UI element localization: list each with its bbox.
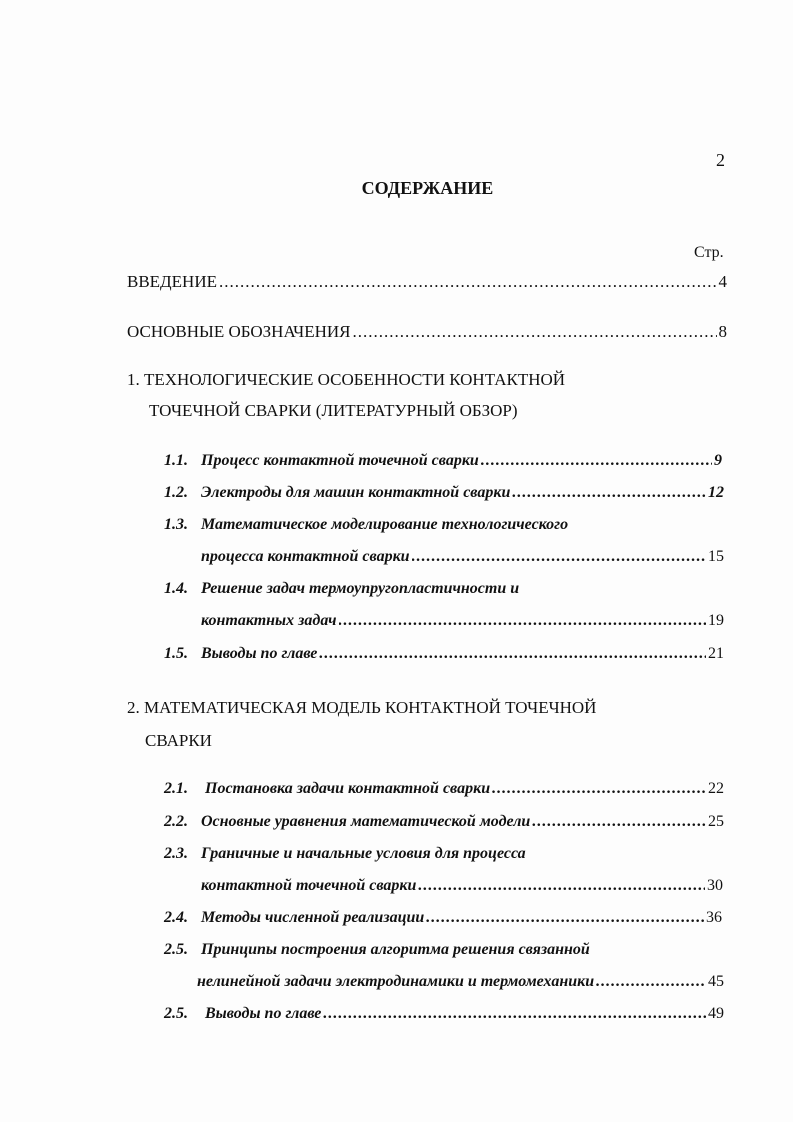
toc-entry-text: Выводы по главе bbox=[201, 645, 318, 662]
toc-entry-text: Принципы построения алгоритма решения связанной bbox=[201, 941, 590, 958]
toc-entry-page: 19 bbox=[708, 612, 724, 629]
leader-dots bbox=[492, 780, 706, 798]
toc-entry-page: 49 bbox=[708, 1005, 724, 1022]
toc-entry-page: 25 bbox=[708, 813, 724, 830]
toc-entry-number: 1.2. bbox=[164, 484, 188, 501]
toc-entry-number: 2.3. bbox=[164, 845, 188, 862]
toc-entry-page: 36 bbox=[706, 909, 722, 926]
toc-entry-text-cont: контактной точечной сварки bbox=[201, 877, 417, 894]
toc-entry-text: Решение задач термоупругопластичности и bbox=[201, 580, 520, 597]
toc-entry-page: 4 bbox=[718, 272, 727, 291]
leader-dots bbox=[412, 548, 706, 566]
toc-entry-1-3-line2 bbox=[201, 548, 724, 566]
toc-entry-text: Выводы по главе bbox=[205, 1005, 322, 1022]
toc-entry-notation bbox=[127, 322, 727, 342]
leader-dots bbox=[352, 322, 716, 342]
toc-entry-text: Основные уравнения математической модели bbox=[201, 813, 531, 830]
toc-entry-1-1 bbox=[164, 452, 722, 470]
page-title: СОДЕРЖАНИЕ bbox=[361, 178, 494, 198]
toc-entry-2-5a-line1 bbox=[164, 941, 590, 959]
leader-dots bbox=[596, 973, 706, 991]
chapter-2-heading-line1: 2. МАТЕМАТИЧЕСКАЯ МОДЕЛЬ КОНТАКТНОЙ ТОЧЕЧНОЙ bbox=[127, 698, 597, 717]
toc-entry-text: Математическое моделирование технологического bbox=[201, 516, 569, 533]
toc-entry-2-5a-line2 bbox=[197, 973, 724, 991]
toc-entry-1-4-line2 bbox=[201, 612, 724, 630]
toc-entry-page: 8 bbox=[718, 322, 727, 341]
toc-entry-text-cont: процесса контактной сварки bbox=[201, 548, 410, 565]
toc-entry-1-3-line1 bbox=[164, 516, 568, 534]
toc-entry-text-cont: нелинейной задачи электродинамики и термомеханики bbox=[197, 973, 595, 990]
toc-entry-intro bbox=[127, 272, 727, 292]
leader-dots bbox=[481, 452, 712, 470]
toc-entry-2-3-line1 bbox=[164, 845, 526, 863]
toc-entry-number: 1.3. bbox=[164, 516, 188, 533]
leader-dots bbox=[339, 612, 706, 630]
toc-entry-number: 2.1. bbox=[164, 780, 188, 797]
toc-entry-text: Граничные и начальные условия для процесса bbox=[201, 845, 526, 862]
toc-entry-number: 2.4. bbox=[164, 909, 188, 926]
leader-dots bbox=[418, 877, 705, 895]
chapter-1-heading-line1: 1. ТЕХНОЛОГИЧЕСКИЕ ОСОБЕННОСТИ КОНТАКТНОЙ bbox=[127, 370, 566, 389]
toc-entry-number: 2.2. bbox=[164, 813, 188, 830]
page-column-label: Стр. bbox=[694, 244, 724, 261]
leader-dots bbox=[323, 1005, 706, 1023]
toc-entry-page: 45 bbox=[708, 973, 724, 990]
toc-entry-1-2 bbox=[164, 484, 724, 502]
toc-entry-1-4-line1 bbox=[164, 580, 519, 598]
toc-entry-number: 2.5. bbox=[164, 1005, 188, 1022]
toc-entry-page: 9 bbox=[714, 452, 722, 469]
toc-entry-2-4 bbox=[164, 909, 722, 927]
toc-entry-page: 12 bbox=[708, 484, 724, 501]
toc-entry-text: Методы численной реализации bbox=[201, 909, 425, 926]
leader-dots bbox=[426, 909, 704, 927]
toc-entry-number: 1.1. bbox=[164, 452, 188, 469]
toc-entry-text-cont: контактных задач bbox=[201, 612, 337, 629]
toc-entry-2-1 bbox=[164, 780, 724, 798]
toc-entry-2-5b bbox=[164, 1005, 724, 1023]
toc-entry-text: Постановка задачи контактной сварки bbox=[205, 780, 491, 797]
toc-entry-number: 2.5. bbox=[164, 941, 188, 958]
toc-entry-2-3-line2 bbox=[201, 877, 723, 895]
leader-dots bbox=[219, 272, 717, 292]
toc-entry-2-2 bbox=[164, 813, 724, 831]
leader-dots bbox=[512, 484, 706, 502]
toc-entry-number: 1.4. bbox=[164, 580, 188, 597]
page-number: 2 bbox=[716, 150, 725, 170]
toc-entry-number: 1.5. bbox=[164, 645, 188, 662]
chapter-1-heading-line2: ТОЧЕЧНОЙ СВАРКИ (ЛИТЕРАТУРНЫЙ ОБЗОР) bbox=[149, 401, 518, 420]
toc-entry-page: 22 bbox=[708, 780, 724, 797]
toc-entry-1-5 bbox=[164, 645, 724, 663]
toc-entry-page: 30 bbox=[707, 877, 723, 894]
toc-entry-text: Электроды для машин контактной сварки bbox=[201, 484, 511, 501]
leader-dots bbox=[532, 813, 706, 831]
toc-entry-text: ОСНОВНЫЕ ОБОЗНАЧЕНИЯ bbox=[127, 322, 351, 341]
toc-entry-page: 15 bbox=[708, 548, 724, 565]
toc-entry-text: Процесс контактной точечной сварки bbox=[201, 452, 479, 469]
leader-dots bbox=[319, 645, 706, 663]
chapter-2-heading-line2: СВАРКИ bbox=[145, 731, 212, 750]
toc-entry-page: 21 bbox=[708, 645, 724, 662]
toc-entry-text: ВВЕДЕНИЕ bbox=[127, 272, 217, 291]
